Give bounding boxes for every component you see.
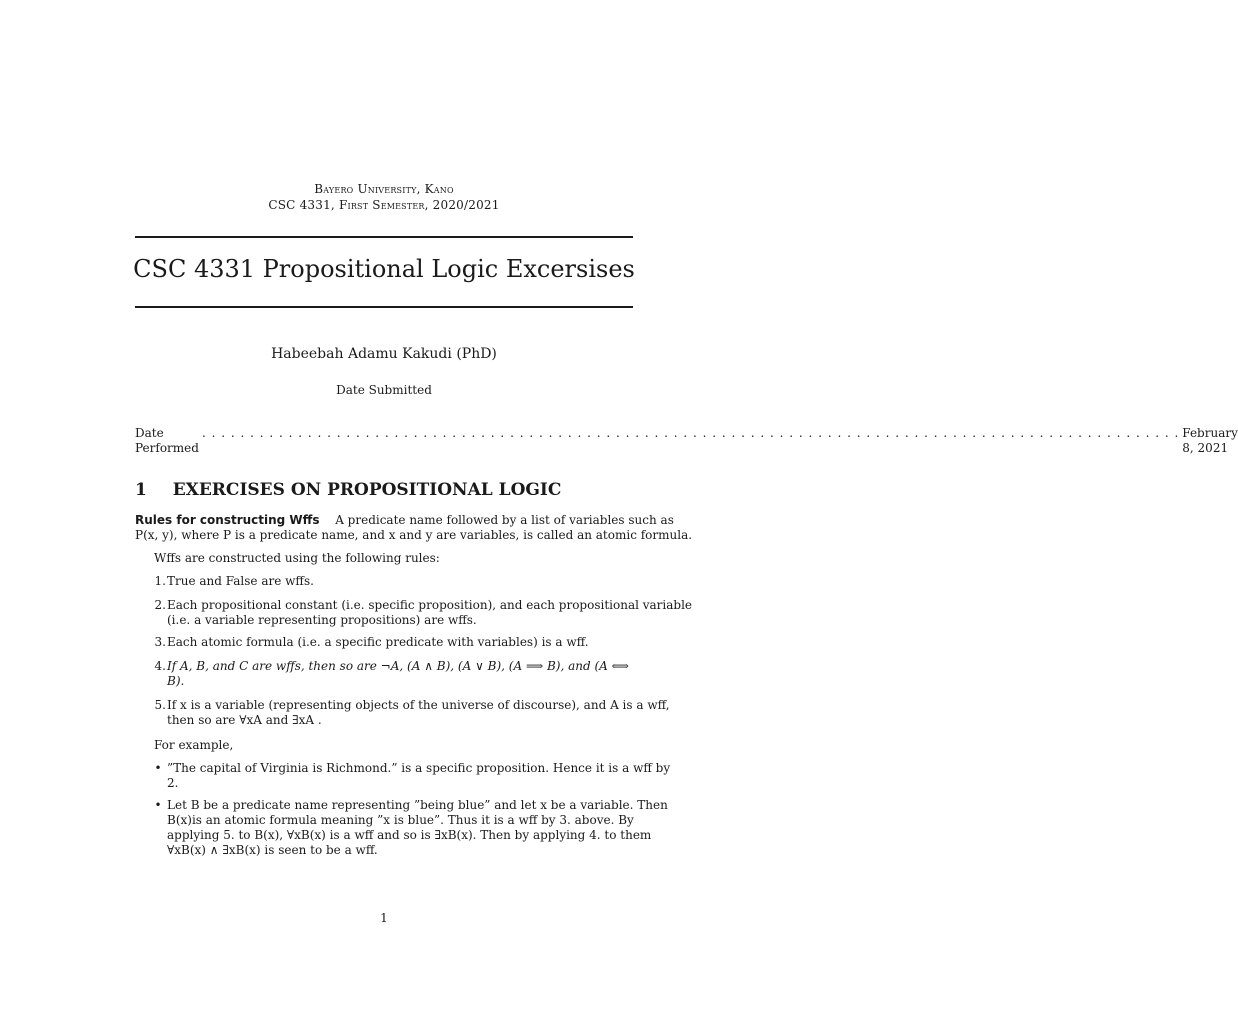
rules-paragraph [135, 513, 693, 543]
bullet-icon: • [154, 798, 162, 812]
document-page: Bayero University, Kano CSC 4331, First Semester, 2020/2021 CSC 4331 Propositional Logic Excersises Habeebah Adamu Kakudi (PhD) Date Submitted Date Performed . . . . . . . . . . . . . . . . . . . . . . . . . . . . . . . . . . . . . . . . . . . . . . . . . . . . . . . . . . . . . . . . . . . . . . . . . . . . . . . . . . . . . . . . . . . . . . . . . . . . . . February 8, 2021 1 EXERCISES ON PROPOSITIONAL LOGIC Rules for constructing Wffs A predicate name followed by a list of variables such as P(x, y), where P is a predicate name, and x and y are variables, is called an atomic formula. Wffs are constructed using the following rules: 1. True and False are wffs. 2. Each propositional constant (i.e. specific proposition), and each propositional variable (i.e. a variable representing propositions) are wffs. 3. Each atomic formula (i.e. a specific predicate with variables) is a wff. 4. If A, B, and C are wffs, then so are ¬A, (A ∧ B), (A ∨ B), (A ⟹ B), and (A ⟺ B). 5. If x is a variable (representing objects of the universe of discourse), and A is a wff, then so are ∀xA and ∃xA . For example, • ”The capital of Virginia is Richmond.” is a specific proposition. Hence it is a wff by 2. • Let B be a predicate name representing ”being blue” and let x be a variable. Then B(x)is an atomic formula meaning ”x is blue”. Thus it is a wff by 3. above. By applying 5. to B(x), ∀xB(x) is a wff and so is ∃xB(x). Then by applying 4. to them ∀xB(x) ∧ ∃xB(x) is seen to be a wff. 1 [0, 0, 768, 1024]
university-name: Bayero University, Kano [314, 182, 454, 196]
date-performed-line [135, 426, 1238, 455]
rules-line-1: A predicate name followed by a list of variables such as [335, 513, 674, 527]
dot-leader: . . . . . . . . . . . . . . . . . . . . . . . . . . . . . . . . . . . . . . . . . . . . . . . . . . . . . . . . . . . . . . . . . . . . . . . . . . . . . . . . . . . . . . . . . . . . . . . . . . . . . . [201, 426, 1180, 440]
bullet-icon: • [154, 761, 162, 775]
section-number: 1 [135, 480, 147, 500]
section-title: EXERCISES ON PROPOSITIONAL LOGIC [172, 480, 562, 500]
date-performed-label: Date Performed [135, 426, 199, 455]
rules-line-2: P(x, y), where P is a predicate name, and x and y are variables, is called an atomic formula. [135, 528, 693, 542]
author-name: Habeebah Adamu Kakudi (PhD) [271, 346, 497, 362]
wffs-intro: Wffs are constructed using the following rules: [154, 551, 440, 565]
document-title: CSC 4331 Propositional Logic Excersises [133, 255, 635, 283]
title-bottom-rule [135, 306, 633, 308]
title-top-rule [135, 236, 633, 238]
rules-heading: Rules for constructing Wffs [135, 513, 320, 527]
course-line: CSC 4331, First Semester, 2020/2021 [268, 198, 500, 212]
page-number: 1 [380, 911, 388, 925]
date-performed-value: February 8, 2021 [1182, 426, 1238, 455]
section-heading [135, 479, 633, 501]
for-example: For example, [154, 738, 234, 752]
date-submitted: Date Submitted [336, 383, 432, 397]
